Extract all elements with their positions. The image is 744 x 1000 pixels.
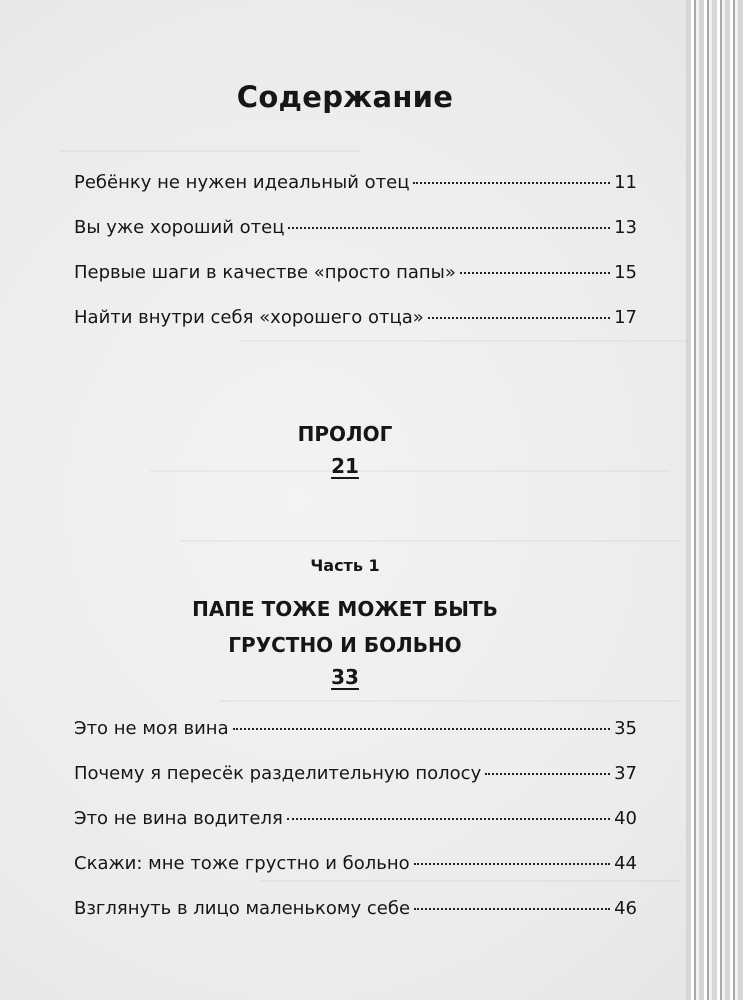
dot-leader	[288, 227, 610, 229]
toc-entry[interactable]	[74, 718, 637, 763]
toc-entry[interactable]	[74, 172, 637, 217]
dot-leader	[233, 728, 610, 730]
toc-entry-label: Ребёнку не нужен идеальный отец	[74, 172, 410, 193]
book-page-edges	[686, 0, 744, 1000]
dot-leader	[428, 317, 610, 319]
prologue-heading[interactable]: ПРОЛОГ	[297, 422, 393, 446]
bleed-through	[180, 540, 680, 542]
toc-entry-page: 37	[614, 763, 637, 784]
toc-entry-page: 17	[614, 307, 637, 328]
toc-entry-page: 13	[614, 217, 637, 238]
dot-leader	[414, 908, 610, 910]
part-label: Часть 1	[310, 556, 380, 575]
toc-entry-label: Первые шаги в качестве «просто папы»	[74, 262, 456, 283]
toc-entry-label: Это не вина водителя	[74, 808, 283, 829]
prologue-page-number	[0, 454, 690, 478]
dot-leader	[413, 182, 610, 184]
toc-entry-label: Скажи: мне тоже грустно и больно	[74, 853, 410, 874]
toc-entry[interactable]	[74, 307, 637, 352]
dot-leader	[414, 863, 610, 865]
part-title-line-1[interactable]: ПАПЕ ТОЖЕ МОЖЕТ БЫТЬ	[192, 597, 498, 621]
toc-entry[interactable]	[74, 898, 637, 943]
part-title-line-2[interactable]: ГРУСТНО И БОЛЬНО	[228, 633, 462, 657]
dot-leader	[460, 272, 610, 274]
toc-entry-page: 11	[614, 172, 637, 193]
toc-entry-page: 15	[614, 262, 637, 283]
toc-entry-page: 40	[614, 808, 637, 829]
part1-toc-list	[74, 718, 637, 943]
prologue-page: 21	[331, 454, 359, 478]
bleed-through	[60, 150, 360, 152]
toc-entry-page: 46	[614, 898, 637, 919]
toc-entry-page: 35	[614, 718, 637, 739]
toc-entry-label: Вы уже хороший отец	[74, 217, 285, 238]
toc-entry[interactable]	[74, 853, 637, 898]
toc-entry[interactable]	[74, 262, 637, 307]
toc-entry-label: Взглянуть в лицо маленькому себе	[74, 898, 411, 919]
toc-entry-page: 44	[614, 853, 637, 874]
part-page: 33	[331, 665, 359, 689]
bleed-through	[220, 700, 680, 702]
part-page-number	[0, 665, 690, 689]
toc-entry[interactable]	[74, 763, 637, 808]
toc-entry-label: Почему я пересёк разделительную полосу	[74, 763, 482, 784]
intro-toc-list	[74, 172, 637, 352]
toc-entry[interactable]	[74, 808, 637, 853]
dot-leader	[485, 773, 610, 775]
dot-leader	[287, 818, 610, 820]
contents-title: Содержание	[236, 80, 454, 114]
toc-entry-label: Это не моя вина	[74, 718, 229, 739]
toc-entry-label: Найти внутри себя «хорошего отца»	[74, 307, 424, 328]
toc-entry[interactable]	[74, 217, 637, 262]
